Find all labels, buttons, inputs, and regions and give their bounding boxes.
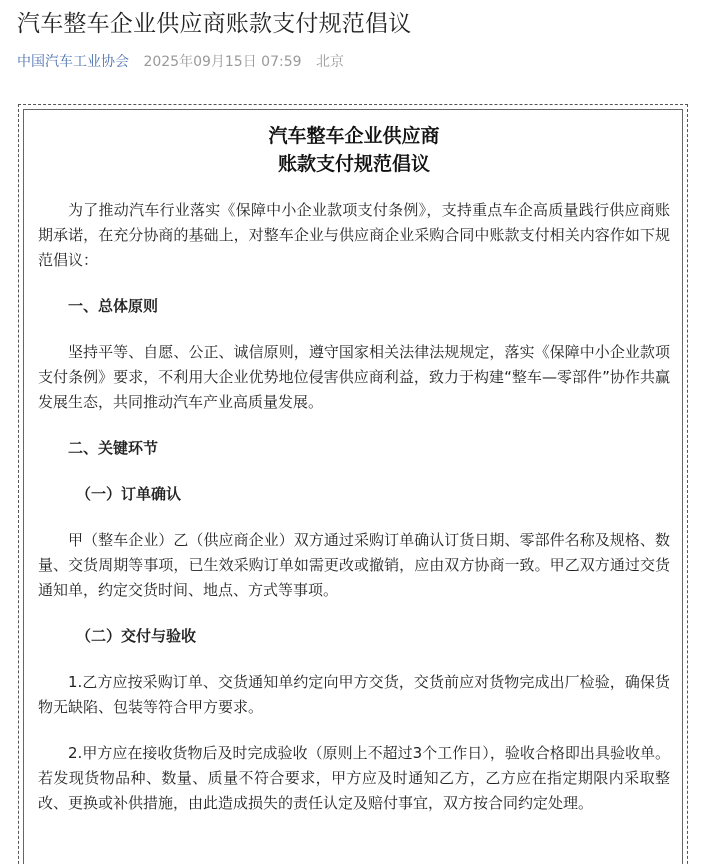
delivery-paragraph-2: 2.甲方应在接收货物后及时完成验收（原则上不超过3个工作日），验收合格即出具验收单。若发现货物品种、数量、质量不符合要求，甲方应及时通知乙方，乙方应在指定期限内采取整改、更换或补供措施，由此造成损失的责任认定及赔付事宜，双方按合同约定处理。	[38, 744, 670, 812]
section-heading-key-steps: 二、关键环节	[68, 439, 159, 457]
article-location: 北京	[315, 54, 344, 70]
article-title: 汽车整车企业供应商账款支付规范倡议	[17, 11, 412, 37]
article-date: 2025年09月15日 07:59	[143, 54, 302, 70]
article-meta	[17, 52, 344, 72]
principles-paragraph: 坚持平等、自愿、公正、诚信原则，遵守国家相关法律法规规定，落实《保障中小企业款项支付条例》要求，不利用大企业优势地位侵害供应商利益，致力于构建“整车—零部件”协作共赢发展生态，共同推动汽车产业高质量发展。	[38, 343, 670, 411]
document-title-line-1: 汽车整车企业供应商	[268, 125, 440, 147]
article-source-link[interactable]: 中国汽车工业协会	[17, 54, 129, 70]
document-title-line-2: 账款支付规范倡议	[277, 153, 430, 175]
order-confirmation-paragraph: 甲（整车企业）乙（供应商企业）双方通过采购订单确认订货日期、零部件名称及规格、数量、交货周期等事项，已生效采购订单如需更改或撤销，应由双方协商一致。甲乙双方通过交货通知单，约定交货时间、地点、方式等事项。	[38, 531, 670, 599]
subsection-heading-order-confirmation: （一）订单确认	[76, 485, 182, 503]
delivery-paragraph-1: 1.乙方应按采购订单、交货通知单约定向甲方交货，交货前应对货物完成出厂检验，确保货物无缺陷、包装等符合甲方要求。	[38, 673, 670, 716]
section-heading-principles: 一、总体原则	[68, 297, 159, 315]
intro-paragraph: 为了推动汽车行业落实《保障中小企业款项支付条例》，支持重点车企高质量践行供应商账期承诺，在充分协商的基础上，对整车企业与供应商企业采购合同中账款支付相关内容作如下规范倡议：	[38, 201, 670, 269]
subsection-heading-delivery-acceptance: （二）交付与验收	[76, 627, 197, 645]
document-title	[38, 122, 670, 178]
document-body	[38, 118, 670, 816]
